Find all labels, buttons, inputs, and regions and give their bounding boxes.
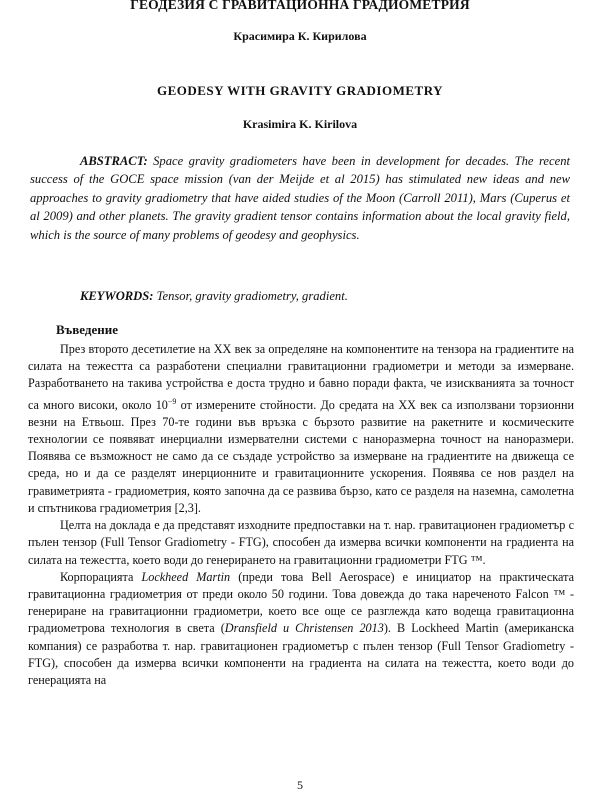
power-base: 10 xyxy=(155,397,168,412)
page-number: 5 xyxy=(297,778,303,792)
citation: Dransfield и Christensen 2013 xyxy=(224,621,384,636)
paragraph-text: от измерените стойности. До средата на XX век са използвани торзионни везни на Етвьош. През 70-те години във връзка с бързото развитие на ракетните и космическите технологии се появяват инерциални измервателни системи с наноразмерна точност на наноразмери. Появява се възможност не само да се създаде устройство за измерване на градиентите на движеща се среда, но и да се разделят инерционните и гравитационните ускорения. Появява се нов раздел на гравиметрията - градиометрия, която започна да се развива бързо, като се разделя на наземна, самолетна и спътникова градиометрия [2,3]. xyxy=(28,397,574,515)
abstract-label: ABSTRACT: xyxy=(80,154,148,168)
keywords-line xyxy=(80,287,580,305)
paragraph-text: Корпорацията xyxy=(60,569,142,584)
author-name-en: Krasimira K. Kirilova xyxy=(242,117,358,131)
body-paragraph xyxy=(28,569,574,689)
company-name: Lockheed Martin xyxy=(141,569,231,584)
paragraph-text: (преди това Bell Aerospace) е инициатор на практическата гравитационна градиометрия от преди около 50 години. Това довежда до така нареченото Falcon ™ - генериране на гравитационни градиометри, което все още се разглежда като водеща гравитационна градиометрова технология в света ( xyxy=(28,569,574,636)
body-text xyxy=(28,341,574,689)
author-name-bg: Красимира К. Кирилова xyxy=(233,29,367,43)
abstract-paragraph xyxy=(30,152,570,244)
power-exponent: −9 xyxy=(167,396,177,406)
section-heading: Въведение xyxy=(56,322,118,337)
body-paragraph xyxy=(28,341,574,517)
body-paragraph: Целта на доклада е да представят изходните предпоставки на т. нар. гравитационен градиометър с пълен тензор (Full Tensor Gradiometry - FTG), способен да измерва всички компоненти на градиента на силата на тежестта, което води до генерирането на гравитационни градиометри FTG ™. xyxy=(28,518,574,567)
keywords-text: Tensor, gravity gradiometry, gradient. xyxy=(153,289,348,303)
paragraph-text: ). В Lockheed Martin (американска компания) се разработва т. нар. гравитационен градиометър с пълен тензор (Full Tensor Gradiometry - FTG), способен да измерва всички компоненти на градиента на силата на тежестта, което води до генерацията на xyxy=(28,621,574,687)
paragraph-text: През второто десетилетие на XX век за определяне на компонентите на тензора на градиентите на силата на тежестта са разработени специални гравитационни градиометри и методи за измерване. Разработването на такива устройства е доста трудно и бавно поради факта, че изискванията за точност са много високи, около xyxy=(28,342,574,412)
page-title-en: GEODESY WITH GRAVITY GRADIOMETRY xyxy=(156,83,444,98)
keywords-label: KEYWORDS: xyxy=(80,289,154,303)
abstract-text: Space gravity gradiometers have been in development for decades. The recent success of the GOCE space mission (van der Meijde et al 2015) has stimulated new ideas and new approaches to gravity gradiometry that have aided studies of the Moon (Carroll 2011), Mars (Cuperus et al 2009) and other planets. The gravity gradient tensor contains information about the local gravity field, which is the source of many problems of geodesy and geophysics. xyxy=(30,154,570,242)
page-title-bg: ГЕОДЕЗИЯ С ГРАВИТАЦИОННА ГРАДИОМЕТРИЯ xyxy=(130,0,470,12)
